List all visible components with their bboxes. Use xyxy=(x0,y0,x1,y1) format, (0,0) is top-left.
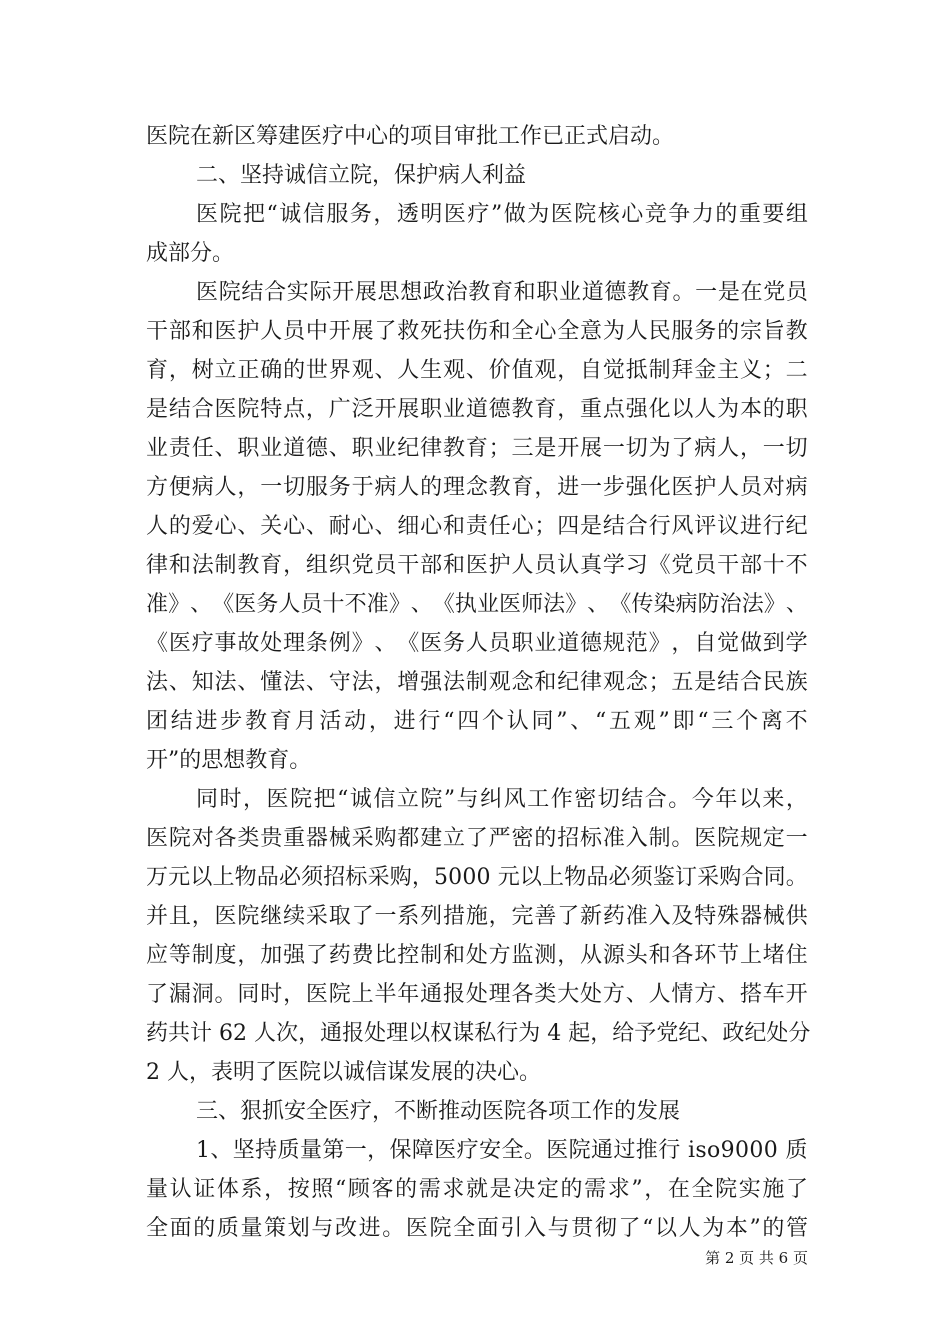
text-line: 《 医 疗 事 故 处 理 条 例 》 、 《 医 务 人 员 职 业 道 德 规 范 》 ， 自 觉 做 到 学 xyxy=(146,631,808,656)
text-line: 2 人，表明了医院以诚信谋发展的决心。 xyxy=(146,1060,541,1085)
section-heading: 二、坚持诚信立院，保护病人利益 xyxy=(196,163,527,188)
text-line: 医 院 结 合 实 际 开 展 思 想 政 治 教 育 和 职 业 道 德 教 育 。 一 是 在 党 员 xyxy=(196,280,808,305)
text-line: 成部分。 xyxy=(146,241,235,266)
text-line: 量 认 证 体 系 ， 按 照 “ 顾 客 的 需 求 就 是 决 定 的 需 求 ” ， 在 全 院 实 施 了 xyxy=(146,1177,808,1202)
text-line: 医院在新区筹建医疗中心的项目审批工作已正式启动。 xyxy=(146,124,675,149)
text-line: 医 院 对 各 类 贵 重 器 械 采 购 都 建 立 了 严 密 的 招 标 准 入 制 。 医 院 规 定 一 xyxy=(146,826,808,851)
page-number: 第 2 页 共 6 页 xyxy=(705,1249,808,1267)
text-line: 干 部 和 医 护 人 员 中 开 展 了 救 死 扶 伤 和 全 心 全 意 为 人 民 服 务 的 宗 旨 教 xyxy=(146,319,808,344)
text-line: 同 时 ， 医 院 把 “ 诚 信 立 院 ” 与 纠 风 工 作 密 切 结 合 。 今 年 以 来 ， xyxy=(196,787,808,812)
text-line: 育 ， 树 立 正 确 的 世 界 观 、 人 生 观 、 价 值 观 ， 自 觉 抵 制 拜 金 主 义 ； 二 xyxy=(146,358,808,383)
text-line: 业 责 任 、 职 业 道 德 、 职 业 纪 律 教 育 ； 三 是 开 展 一 切 为 了 病 人 ， 一 切 xyxy=(146,436,808,461)
text-line: 全 面 的 质 量 策 划 与 改 进 。 医 院 全 面 引 入 与 贯 彻 了 “ 以 人 为 本 ” 的 管 xyxy=(146,1216,808,1241)
text-line: 医 院 把 “ 诚 信 服 务 ， 透 明 医 疗 ” 做 为 医 院 核 心 竞 争 力 的 重 要 组 xyxy=(196,202,808,227)
text-line: 人 的 爱 心 、 关 心 、 耐 心 、 细 心 和 责 任 心 ； 四 是 结 合 行 风 评 议 进 行 纪 xyxy=(146,514,808,539)
text-line: 1 、 坚 持 质 量 第 一 ， 保 障 医 疗 安 全 。 医 院 通 过 推 行 i s o 9 0 0 0 质 xyxy=(196,1138,808,1163)
section-heading: 三、狠抓安全医疗，不断推动医院各项工作的发展 xyxy=(196,1099,681,1124)
text-line: 开”的思想教育。 xyxy=(146,748,312,773)
text-line: 准 》 、 《 医 务 人 员 十 不 准 》 、 《 执 业 医 师 法 》 、 《 传 染 病 防 治 法 》 、 xyxy=(146,592,808,617)
document-body xyxy=(146,117,811,1248)
text-line: 是 结 合 医 院 特 点 ， 广 泛 开 展 职 业 道 德 教 育 ， 重 点 强 化 以 人 为 本 的 职 xyxy=(146,397,808,422)
text-line: 法 、 知 法 、 懂 法 、 守 法 ， 增 强 法 制 观 念 和 纪 律 观 念 ； 五 是 结 合 民 族 xyxy=(146,670,808,695)
text-line: 万 元 以 上 物 品 必 须 招 标 采 购 ， 5 0 0 0 元 以 上 物 品 必 须 鉴 订 采 购 合 同 。 xyxy=(146,865,808,890)
text-line: 并 且 ， 医 院 继 续 采 取 了 一 系 列 措 施 ， 完 善 了 新 药 准 入 及 特 殊 器 械 供 xyxy=(146,904,808,929)
text-line: 应 等 制 度 ， 加 强 了 药 费 比 控 制 和 处 方 监 测 ， 从 源 头 和 各 环 节 上 堵 住 xyxy=(146,943,808,968)
text-line: 方 便 病 人 ， 一 切 服 务 于 病 人 的 理 念 教 育 ， 进 一 步 强 化 医 护 人 员 对 病 xyxy=(146,475,808,500)
text-line: 了 漏 洞 。 同 时 ， 医 院 上 半 年 通 报 处 理 各 类 大 处 方 、 人 情 方 、 搭 车 开 xyxy=(146,982,808,1007)
text-line: 药 共 计 6 2 人 次 ， 通 报 处 理 以 权 谋 私 行 为 4 起 ， 给 予 党 纪 、 政 纪 处 分 xyxy=(146,1021,811,1046)
text-line: 团 结 进 步 教 育 月 活 动 ， 进 行 “ 四 个 认 同 ” 、 “ 五 观 ” 即 “ 三 个 离 不 xyxy=(146,709,808,734)
text-line: 律 和 法 制 教 育 ， 组 织 党 员 干 部 和 医 护 人 员 认 真 学 习 《 党 员 干 部 十 不 xyxy=(146,553,808,578)
